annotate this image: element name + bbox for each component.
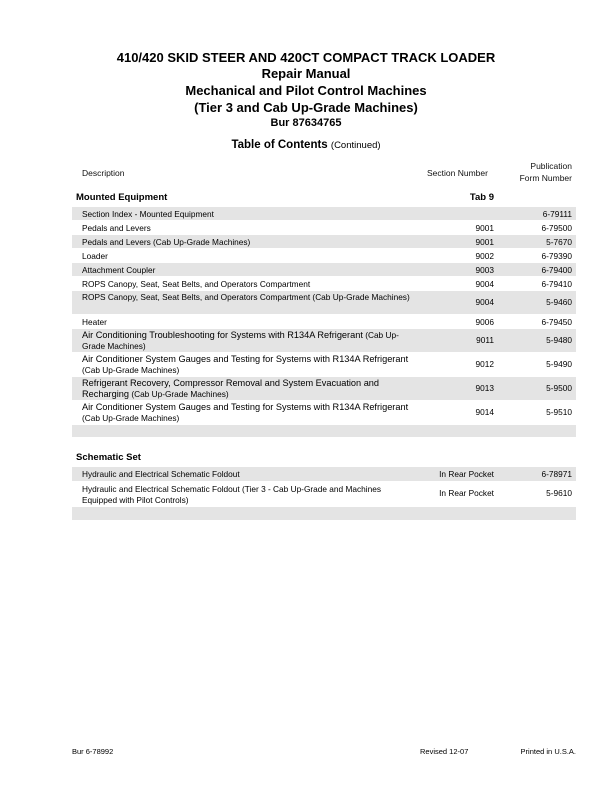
document-subtitle-2: Mechanical and Pilot Control Machines [185,83,427,98]
table-row [72,277,576,291]
row-form-number: 5-9480 [546,335,572,345]
section-tab: Tab 9 [469,192,494,203]
table-row [72,291,576,315]
toc-title-text: Table of Contents [231,139,328,151]
row-form-number: 6-79450 [541,317,572,327]
row-description-note: (Cab Up-Grade Machines) [82,330,399,351]
bur-number: Bur 87634765 [270,117,342,129]
schematic-set-table [72,467,576,520]
row-description: Section Index - Mounted Equipment [82,209,214,219]
row-section-number: 9001 [475,237,494,247]
row-description: ROPS Canopy, Seat, Seat Belts, and Operators Compartment [82,279,311,289]
row-section-number: In Rear Pocket [439,488,494,498]
table-spacer [72,507,576,520]
mounted-equipment-table [72,207,576,437]
row-form-number: 5-9500 [546,383,572,393]
row-form-number: 6-79500 [541,223,572,233]
table-row [72,467,576,482]
section-label: Schematic Set [76,452,141,463]
footer-bur: Bur 6-78992 [72,747,114,756]
row-description: Pedals and Levers (Cab Up-Grade Machines) [82,237,251,247]
table-row [72,207,576,221]
column-header-publication [520,160,572,184]
row-description [82,330,412,352]
row-description: ROPS Canopy, Seat, Seat Belts, and Operators Compartment (Cab Up-Grade Machines) [82,292,410,302]
row-form-number: 6-79400 [541,265,572,275]
row-section-number: 9013 [475,383,494,393]
footer-printed: Printed in U.S.A. [520,747,576,756]
row-description-main: Air Conditioning Troubleshooting for Systems with R134A Refrigerant [82,330,363,340]
page-header [0,50,612,130]
row-description-main: Air Conditioner System Gauges and Testing for Systems with R134A Refrigerant [82,402,409,412]
row-description [82,354,412,376]
row-form-number: 5-9460 [546,297,572,307]
row-section-number: 9001 [475,223,494,233]
table-spacer [72,425,576,437]
row-form-number: 6-78971 [541,469,572,479]
section-heading [72,190,576,206]
column-header-description: Description [82,168,125,178]
row-form-number: 5-9490 [546,359,572,369]
column-header-publication-line1: Publication [530,161,572,171]
row-form-number: 5-9610 [546,488,572,498]
row-section-number: 9011 [476,335,494,345]
row-description-note: (Cab Up-Grade Machines) [82,413,180,423]
row-description-main: Air Conditioner System Gauges and Testing for Systems with R134A Refrigerant [82,354,409,364]
table-row [72,315,576,329]
row-description: Heater [82,317,107,327]
row-description-main: Refrigerant Recovery, Compressor Removal and System Evacuation and Recharging [82,378,380,399]
table-row [72,329,576,353]
document-subtitle: Repair Manual [261,66,351,81]
document-subtitle-3: (Tier 3 and Cab Up-Grade Machines) [194,100,418,115]
document-title: 410/420 SKID STEER AND 420CT COMPACT TRACK LOADER [116,50,496,65]
row-description: Hydraulic and Electrical Schematic Foldout [82,469,240,479]
table-row [72,482,576,507]
row-section-number: 9004 [475,297,494,307]
row-section-number: 9014 [475,407,494,417]
table-row [72,249,576,263]
table-row [72,221,576,235]
row-section-number: 9012 [475,359,494,369]
toc-continued: (Continued) [330,140,381,151]
row-description: Pedals and Levers [82,223,151,233]
column-header-section-number: Section Number [427,168,488,178]
row-section-number: 9006 [475,317,494,327]
row-section-number: 9004 [475,279,494,289]
row-description: Attachment Coupler [82,265,156,275]
row-section-number: 9003 [475,265,494,275]
table-row [72,263,576,277]
column-header-publication-line2: Form Number [519,173,572,183]
row-description [82,378,412,400]
row-form-number: 5-7670 [546,237,572,247]
row-form-number: 6-79390 [541,251,572,261]
row-description: Loader [82,251,108,261]
footer-revised: Revised 12-07 [420,747,469,756]
table-row [72,353,576,377]
row-form-number: 6-79111 [542,209,572,219]
row-form-number: 6-79410 [541,279,572,289]
toc-title [0,139,612,151]
section-heading [72,450,576,466]
table-row [72,235,576,249]
row-section-number: 9002 [475,251,494,261]
row-description: Hydraulic and Electrical Schematic Foldout (Tier 3 - Cab Up-Grade and Machines Equipped with Pilot Controls) [82,484,381,505]
row-description-note: (Cab Up-Grade Machines) [82,365,180,375]
table-row [72,377,576,401]
table-row [72,401,576,425]
section-label: Mounted Equipment [76,192,168,203]
row-form-number: 5-9510 [546,407,572,417]
column-headers [72,160,576,186]
row-section-number: In Rear Pocket [439,469,494,479]
row-description-note: (Cab Up-Grade Machines) [131,389,229,399]
row-description [82,402,412,424]
